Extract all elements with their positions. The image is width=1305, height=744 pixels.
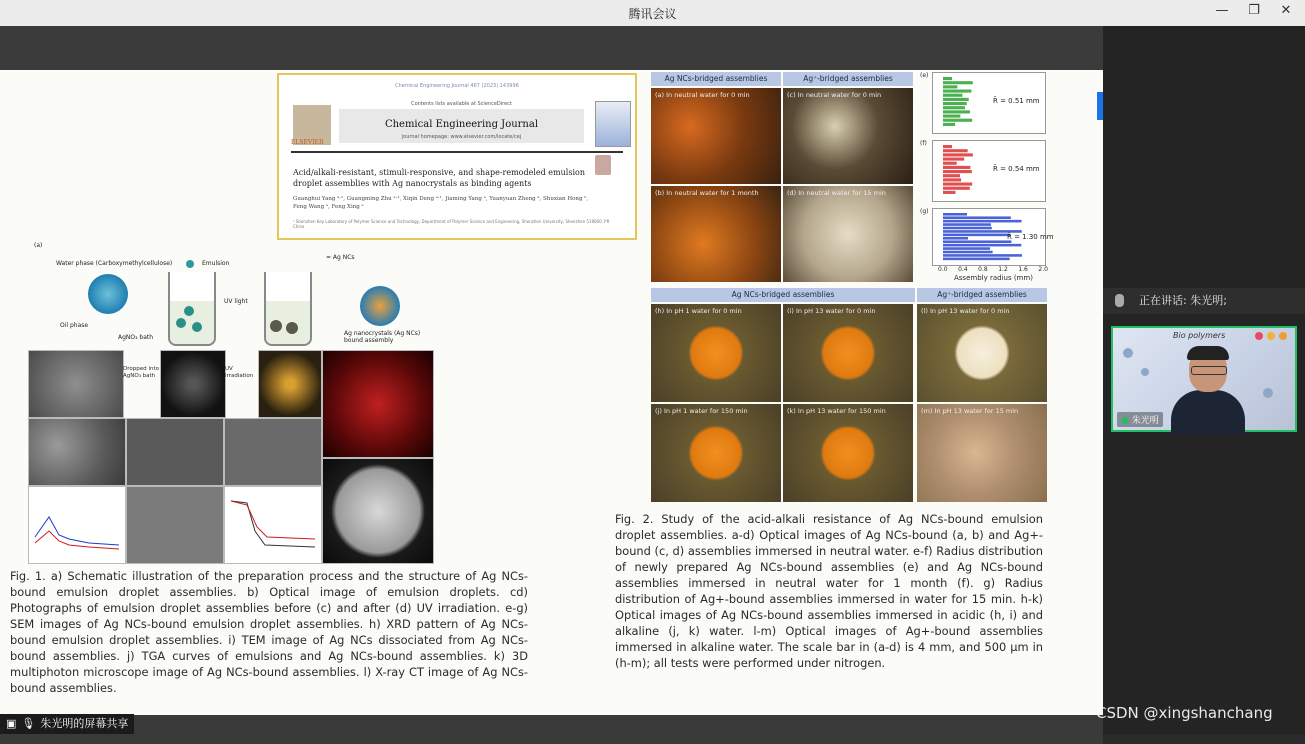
speaker-body [1171, 390, 1245, 434]
fig2-header-ag-plus: Ag⁺-bridged assemblies [783, 72, 913, 86]
hist-bar [943, 223, 991, 226]
publisher-name: ELSEVIER [291, 139, 324, 146]
badge-dot [1255, 332, 1263, 340]
tile-label: (j) In pH 1 water for 150 min [655, 407, 748, 415]
droplet [192, 322, 202, 332]
close-button[interactable]: ✕ [1280, 3, 1292, 18]
hist-bar [943, 234, 1010, 237]
journal-homepage: journal homepage: www.elsevier.com/locate/cej [401, 134, 522, 140]
hist-xticks [938, 266, 1048, 273]
tile-label: (d) In neutral water for 15 min [787, 189, 886, 197]
fig1-panel-i-tem [126, 486, 224, 564]
restore-button[interactable]: ❐ [1248, 3, 1260, 18]
speaker-glasses [1191, 366, 1227, 375]
uv-label: UV light [224, 298, 248, 305]
oil-phase-label: Oil phase [60, 322, 89, 329]
fig1-schematic [26, 238, 426, 348]
hist-bar [943, 247, 990, 250]
fig2-hist-f [932, 140, 1046, 202]
water-phase-label: Water phase (Carboxymethylcellulose) [56, 260, 173, 267]
fig2-tile-l [917, 304, 1047, 402]
hist-bar [943, 162, 957, 165]
hist-g-label: (g) [920, 208, 929, 215]
fig1-panel-h-xrd [28, 486, 126, 564]
paper-title: Acid/alkali-resistant, stimuli-responsive, and shape-remodeled emulsion droplet assemblies with Ag nanocrystals as binding agents [293, 168, 585, 188]
paper-header [277, 73, 637, 240]
mic-active-icon: ● [1121, 416, 1132, 426]
hist-bar [943, 158, 964, 161]
video-slide-title: Bio polymers [1173, 331, 1226, 340]
dropped-label: Dropped into AgNO₃ bath [123, 366, 159, 379]
speaker-name: 朱光明 [1131, 416, 1159, 426]
molecule-decoration [1123, 348, 1133, 358]
fig2-caption: Fig. 2. Study of the acid-alkali resistance of Ag NCs-bound emulsion droplet assemblies. a-d) Optical images of Ag NCs-bound (a, b) and Ag+-bound (c, d) assemblies immersed in neutral water. e-f) Radius distribution of newly prepared Ag NCs-bound assemblies (e) and Ag NCs-bound assemblies immersed in neutral water for 1 month (f). g) Radius distribution of Ag+-bound assemblies immersed in water for 15 min. h-k) Optical images of Ag NCs-bound assemblies immersed in acidic (h, i) and alkaline (j, k) water. l-m) Optical images of Ag+-bound assemblies immersed in alkaline water. The scale bar in (a-d) is 4 mm, and 500 μm in (h-m); all tests were performed under nitrogen. [615, 512, 1043, 670]
fig2-hist-e [932, 72, 1046, 134]
tile-label: (k) In pH 13 water for 150 min [787, 407, 886, 415]
droplet [184, 306, 194, 316]
xtick: 0.0 [938, 266, 948, 273]
minimize-button[interactable]: — [1215, 3, 1229, 18]
fig2-tile-m [917, 404, 1047, 502]
fig1-panel-e [28, 418, 126, 486]
mic-icon [1115, 294, 1124, 307]
tile-label: (b) In neutral water for 1 month [655, 189, 759, 197]
hist-bar [943, 227, 992, 230]
fig2-hist-g [932, 208, 1054, 266]
panel-label: (a) [34, 242, 43, 249]
hist-xlabel: Assembly radius (mm) [954, 274, 1033, 282]
fig2-header-mid-ag-plus: Ag⁺-bridged assemblies [917, 288, 1047, 302]
hist-bar [943, 81, 973, 84]
fig1-panel-d [258, 350, 322, 418]
fig2-header-mid-ag-ncs: Ag NCs-bridged assemblies [651, 288, 915, 302]
hist-f-label: (f) [920, 140, 927, 147]
shared-screen [0, 26, 1103, 716]
hist-bar [943, 240, 1011, 243]
screen-share-icon: ▣ [6, 717, 17, 730]
fig1-panel-c [160, 350, 226, 418]
tile-label: (m) In pH 13 water for 15 min [921, 407, 1019, 415]
fig2-tile-h [651, 304, 781, 402]
fig2-tile-c [783, 88, 913, 184]
tile-label: (l) In pH 13 water for 0 min [921, 307, 1010, 315]
hist-f-radius: R̄ = 0.54 mm [993, 165, 1040, 173]
hist-bar [943, 145, 952, 148]
hist-bar [943, 110, 970, 113]
emulsion-drop [186, 260, 194, 268]
fig1-panel-f [126, 418, 224, 486]
hist-e-label: (e) [920, 72, 929, 79]
hist-bar [943, 77, 952, 80]
header-rule [291, 151, 623, 153]
hist-bar [943, 166, 970, 169]
share-bottom-band [0, 715, 1103, 744]
hist-bar [943, 119, 972, 122]
fig1-panel-b [28, 350, 124, 418]
fig1-panel-g [224, 418, 322, 486]
speaker-avatar [1171, 348, 1245, 432]
xtick: 0.8 [978, 266, 988, 273]
hist-bar [943, 258, 1010, 261]
hist-bar [943, 106, 965, 109]
tile-label: (a) In neutral water for 0 min [655, 91, 750, 99]
speaker-name-label [1117, 412, 1163, 427]
xtick: 2.0 [1038, 266, 1048, 273]
oil-droplet-cluster [88, 274, 128, 314]
speaker-video-tile[interactable] [1111, 326, 1297, 432]
screen-share-tag[interactable] [0, 714, 134, 734]
fig1-panel-k [322, 350, 434, 458]
speaking-indicator [1103, 288, 1305, 314]
fig2-tile-b [651, 186, 781, 282]
hist-bar [943, 102, 967, 105]
check-updates-icon [595, 155, 611, 175]
bath-label: AgNO₃ bath [118, 334, 154, 341]
xtick: 1.6 [1018, 266, 1028, 273]
fig2-tile-a [651, 88, 781, 184]
hist-bar [943, 149, 968, 152]
badge-dot [1279, 332, 1287, 340]
speaker-hair [1187, 346, 1229, 360]
hist-bar [943, 123, 955, 126]
assembly [270, 320, 282, 332]
fig2-header-ag-ncs: Ag NCs-bridged assemblies [651, 72, 781, 86]
ag-ncs-legend: = Ag NCs [326, 254, 355, 261]
hist-bar [943, 85, 957, 88]
tile-label: (h) In pH 1 water for 0 min [655, 307, 742, 315]
participants-panel [1103, 26, 1305, 734]
speaking-label: 正在讲话: 朱光明; [1139, 294, 1227, 307]
molecule-decoration [1263, 388, 1273, 398]
fig1-panel-j-tga [224, 486, 322, 564]
ag-bound-label: Ag nanocrystals (Ag NCs) bound assembly [344, 330, 421, 344]
paper-affiliations: ᵃ Shenzhen Key Laboratory of Polymer Science and Technology, Department of Polymer Science and Engineering, Shenzhen University, Shenzhen 518060, PR China [293, 219, 610, 229]
hist-bar [943, 244, 1021, 247]
journal-name: Chemical Engineering Journal [384, 119, 539, 130]
fig1-panel-l [322, 458, 434, 564]
window-controls [1213, 3, 1295, 18]
app-title: 腾讯会议 [628, 7, 677, 21]
hist-e-radius: R̄ = 0.51 mm [993, 97, 1040, 105]
hist-bar [943, 191, 955, 194]
molecule-decoration [1141, 368, 1149, 376]
ag-bound-assembly [360, 286, 400, 326]
xtick: 0.4 [958, 266, 968, 273]
paper-authors: Guanghui Yang ᵃ·¹, Guangming Zhu ᵃ·¹, Xiqin Deng ᵃ·¹, Jiaming Yang ᵃ, Yuanyuan Zheng ᵃ, Shuxian Hong ᵇ, Feng Wang ᵃ, Feng Xing ᵃ [293, 196, 589, 210]
tile-label: (i) In pH 13 water for 0 min [787, 307, 876, 315]
hist-bar [943, 94, 962, 97]
hist-bar [943, 183, 972, 186]
assembly [286, 322, 298, 334]
badge-dot [1267, 332, 1275, 340]
hist-bar [943, 213, 967, 216]
journal-citation: Chemical Engineering Journal 467 (2023) 143996 [395, 83, 519, 89]
screen-share-label: 朱光明的屏幕共享 [40, 717, 129, 730]
xtick: 1.2 [998, 266, 1008, 273]
beaker-2 [264, 272, 312, 346]
hist-bar [943, 153, 973, 156]
mic-icon: 🎙 [21, 717, 36, 730]
beaker-1 [168, 272, 216, 346]
fig2-tile-k [783, 404, 913, 502]
hist-bar [943, 237, 968, 240]
hist-bar [943, 174, 960, 177]
hist-bar [943, 220, 1022, 223]
hist-bar [943, 170, 972, 173]
presentation-slide [0, 70, 1103, 715]
share-top-band [0, 26, 1103, 70]
hist-bar [943, 216, 1011, 219]
window-titlebar [0, 0, 1305, 27]
hist-bar [943, 187, 970, 190]
hist-bar [943, 98, 969, 101]
hist-bar [943, 251, 993, 254]
emulsion-label: Emulsion [202, 260, 230, 267]
hist-bar [943, 115, 960, 118]
csdn-watermark: CSDN @xingshanchang [1096, 704, 1273, 722]
tile-label: (c) In neutral water for 0 min [787, 91, 882, 99]
hist-bar [943, 178, 961, 181]
journal-band [339, 101, 584, 143]
droplet [176, 318, 186, 328]
fig2-tile-j [651, 404, 781, 502]
video-badges [1255, 332, 1287, 340]
fig2-tile-d [783, 186, 913, 282]
fig1-caption: Fig. 1. a) Schematic illustration of the preparation process and the structure of Ag NCs-bound emulsion droplet assemblies. b) Optical image of emulsion droplets. cd) Photographs of emulsion droplet assemblies before (c) and after (d) UV irradiation. e-g) SEM images of Ag NCs-bound emulsion droplet assemblies. h) XRD pattern of Ag NCs-bound emulsion droplet assemblies. i) TEM image of Ag NCs dissociated from Ag NCs-bound assemblies. j) TGA curves of emulsions and Ag NCs-bound assemblies. k) 3D multiphoton microscope image of Ag NCs-bound assemblies. l) X-ray CT image of Ag NCs-bound assemblies. [10, 569, 528, 695]
hist-g-radius: R̄ = 1.30 mm [1007, 233, 1054, 241]
fig2-tile-i [783, 304, 913, 402]
journal-cover-image [595, 101, 631, 147]
hist-bar [943, 90, 971, 93]
contents-line: Contents lists available at ScienceDirect [411, 101, 512, 107]
hist-bar [943, 254, 1022, 257]
uv-irradiation-label: UV irradiation [225, 366, 254, 379]
